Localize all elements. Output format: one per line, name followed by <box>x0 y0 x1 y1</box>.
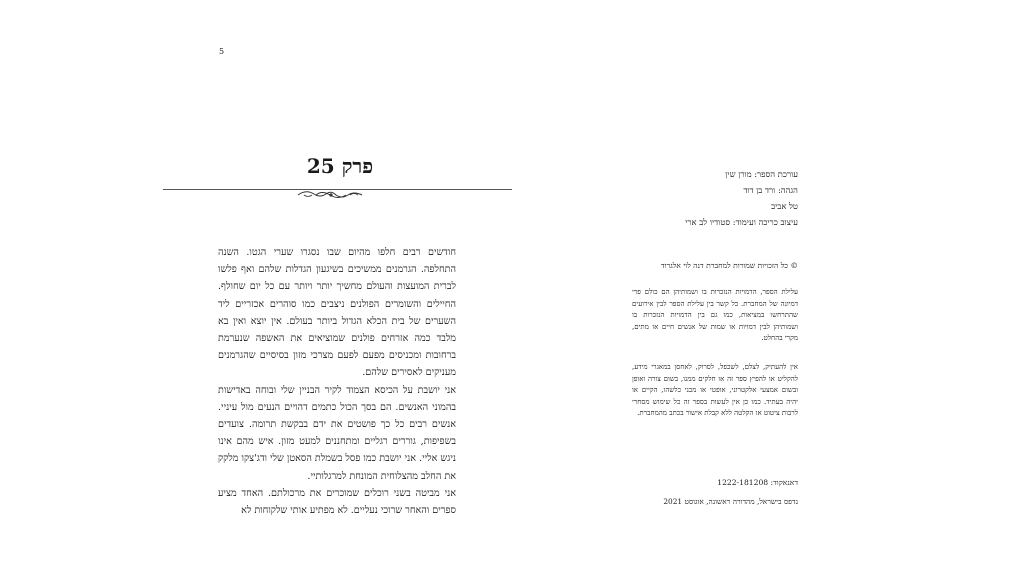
print-info: נדפס בישראל, מהדורה ראשונה, אוגוסט 2021 <box>663 497 798 506</box>
copyright-notice: © כל הזכויות שמורות למחברת דנה לוי אלגרוד <box>660 261 798 270</box>
credits-block <box>648 166 798 230</box>
credit-proofreading: הגהה: ורד בן דוד <box>743 185 798 195</box>
credit-proofreader-2: טל אביב <box>771 201 798 211</box>
body-paragraph: אני יושבת על הכיסא הצמוד לקיר הבניין שלי ובוחה באדישות בהמוני האנשים. הם בסך הכול כתמים דהויים הנעים מול עיניי. אנשים רבים כל כך פושטים את ידם בבקשת תרומה. צועדים בשפיפות, גוררים רגליים ומתחננים למעט מזון. איש מהם אינו ניגש אליי. אני יושבת כמו פסל בשמלת הסאטן שלי ודג'צקו מלקק את החלב מהצלוחית המונחת למרגלותיי. <box>218 384 456 482</box>
page-number: 5 <box>219 47 225 56</box>
credit-editor: עורכת הספר: מורן שין <box>725 169 798 179</box>
credit-design: עיצוב כריכה ועימוד: סטודיו לב ארי <box>685 217 798 227</box>
rights-notice: אין להעתיק, לצלם, לשכפל, לסרוק, לאחסן במאגרי מידע, להקליט או להפיץ ספר זה או חלקים ממנו, בשום צורה ואופן ובשום אמצעי אלקטרוני, אופטי או מכני כלשהו, הקיים או יהיה בעתיד. כמו כן אין לעשות בספר זה כל שימוש מסחרי לרבות ציטוט או הקלטה ללא קבלת אישור בכתב מהמחברת. <box>632 363 798 418</box>
chapter-title: פרק 25 <box>306 154 374 178</box>
body-paragraph: חודשים רבים חלפו מהיום שבו נסגרו שערי הגטו. השנה התחלפה. הגרמנים ממשיכים בשיגעון הגדלות שלהם ואף פלשו לברית המועצות והעולם מחשיך יותר ויותר עם כל יום שחולף. החיילים והשומרים הפולנים ניצבים כמו סוהרים אכזריים ליד השערים של בית הכלא הגדול ביותר בעולם. אין יוצא ואין בא מלבד כמה אזרחים פולנים שמוציאים את האשפה שנערמת ברחובות ומכניסים מפעם לפעם מצרכי מזון בסיסיים שהגרמנים מעניקים לאסירים שלהם. <box>218 247 456 379</box>
fiction-disclaimer: עלילת הספר, הדמויות הנזכרות בו ושמותיהן הם כולם פרי דמיונה של המחברת. כל קשר בין עלילת הספר לבין אירועים שהתרחשו במציאות, כמו גם בין הדמויות הנזכרות בו ושמותיהן לבין דמויות או שמות של אנשים חיים או מתים, מקרי בהחלט. <box>632 288 798 343</box>
catalog-code: דאנאקוד: 1222-181208 <box>717 478 798 487</box>
flourish-ornament-icon <box>296 189 366 201</box>
body-paragraph: אני מביטה בשני רוכלים שמוכרים את מרכולתם. האחד מציע ספרים והאחר שרוכי נעליים. לא מפתיע אותי שלקוחות לא <box>218 487 456 517</box>
chapter-body <box>218 244 456 519</box>
